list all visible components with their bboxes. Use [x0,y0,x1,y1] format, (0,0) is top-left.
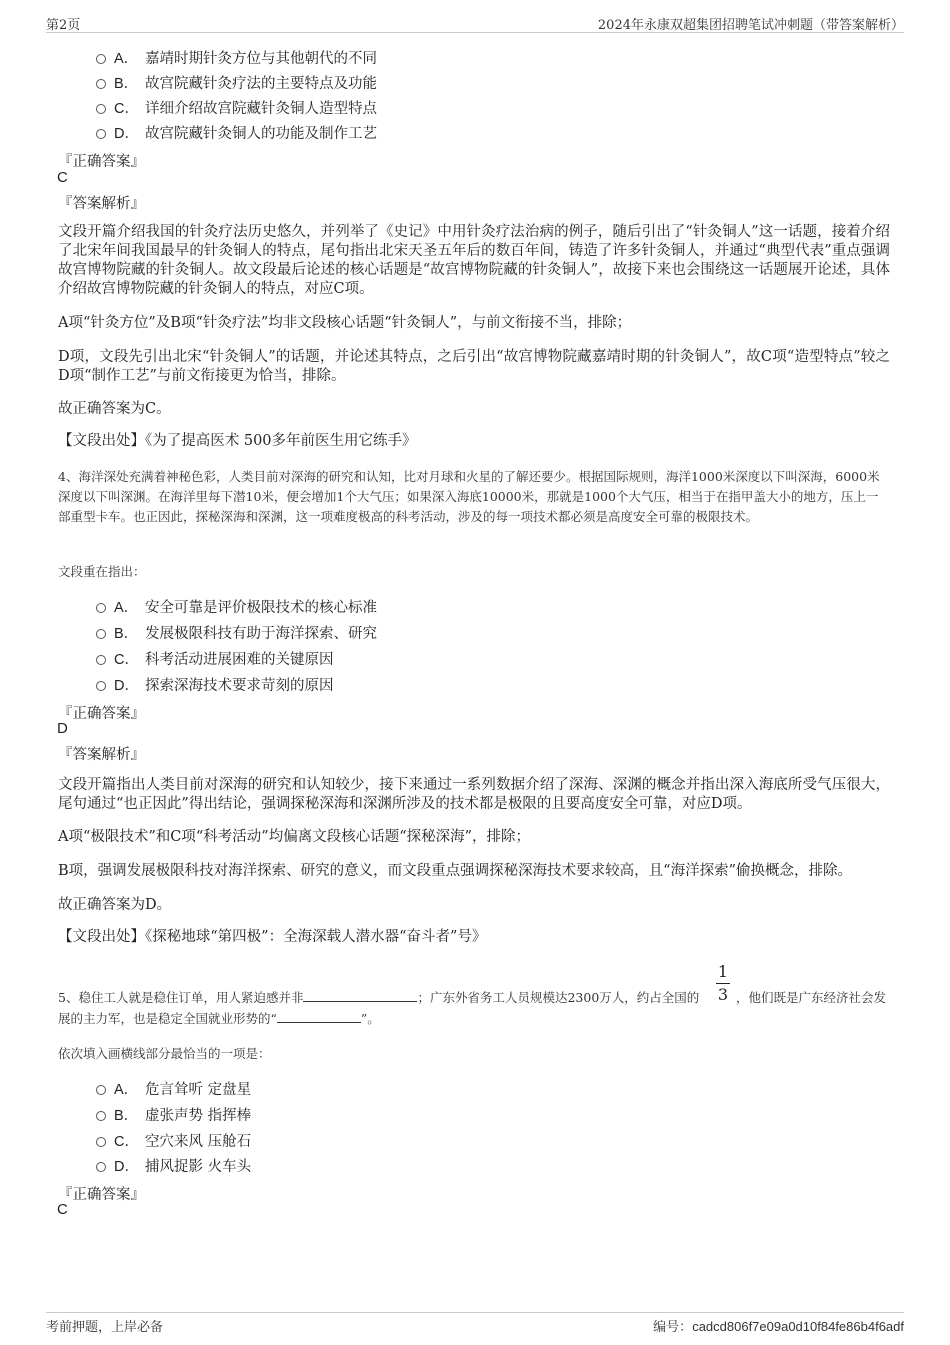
q4-answer-label: 『正确答案』 [58,706,145,722]
radio-icon[interactable] [96,655,106,665]
q4-conclusion: 故正确答案为D。 [58,897,172,913]
radio-icon[interactable] [96,681,106,691]
document-title: 2024年永康双超集团招聘笔试冲刺题（带答案解析） [597,18,904,33]
q5-answer-label: 『正确答案』 [58,1187,145,1203]
radio-icon[interactable] [96,129,106,139]
q3-analysis-para: 文段开篇介绍我国的针灸疗法历史悠久，并列举了《史记》中用针灸疗法治病的例子，随后引出了“针灸铜人”这一话题，接着介绍了北宋年间我国最早的针灸铜人的特点，尾句指出北宋天圣五年后的数百年间，铸造了许多针灸铜人，并通过“典型代表”重点强调故宫博物院藏的针灸铜人。故文段最后论述的核心话题是“故宫博物院藏的针灸铜人”，故接下来也会围绕这一话题展开论述，具体介绍故宫博物院藏的针灸铜人的特点，对应C项。 [58,224,890,297]
radio-icon[interactable] [96,603,106,613]
q4-analysis-para: A项“极限技术”和C项“科考活动”均偏离文段核心话题“探秘深海”，排除； [58,829,531,845]
fraction-bar [716,983,730,984]
fill-blank-2[interactable] [277,1011,361,1023]
q5-stem-line1: 5、稳住工人就是稳住订单，用人紧迫感并非 ；广东外省务工人员规模达2300万人，约占全国的 [58,990,700,1005]
q5-prompt: 依次填入画横线部分最恰当的一项是： [58,1046,271,1061]
q4-source: 【文段出处】《探秘地球“第四极”：全海深载人潜水器“奋斗者”号》 [58,929,487,945]
footer-slogan: 考前押题，上岸必备 [46,1320,164,1335]
q4-analysis-label: 『答案解析』 [58,747,145,763]
radio-icon[interactable] [96,629,106,639]
q5-answer: C [57,1201,68,1218]
radio-icon[interactable] [96,104,106,114]
radio-icon[interactable] [96,54,106,64]
q4-analysis-para: 文段开篇指出人类目前对深海的研究和认知较少，接下来通过一系列数据介绍了深海、深渊的概念并指出深入海底所受气压很大，尾句通过“也正因此”得出结论，强调探秘深海和深渊所涉及的技术都是极限的且要高度安全可靠，对应D项。 [58,777,890,812]
q3-source: 【文段出处】《为了提高医术 500多年前医生用它练手》 [58,433,417,449]
page-header [46,12,904,33]
q3-analysis-para: A项“针灸方位”及B项“针灸疗法”均非文段核心话题“针灸铜人”，与前文衔接不当，排除； [58,315,632,331]
q3-analysis-para: D项，文段先引出北宋“针灸铜人”的话题，并论述其特点，之后引出“故宫博物院藏嘉靖时期的针灸铜人”，故C项“造型特点”较之D项“制作工艺”与前文衔接更为恰当，排除。 [58,349,890,384]
q3-analysis-label: 『答案解析』 [58,196,145,212]
q3-answer-label: 『正确答案』 [58,154,145,170]
fraction-one-third: 1 3 [717,962,729,1004]
q3-answer: C [57,169,68,186]
fill-blank-1[interactable] [303,990,417,1002]
radio-icon[interactable] [96,1162,106,1172]
q4-prompt: 文段重在指出： [58,564,146,579]
radio-icon[interactable] [96,1111,106,1121]
q3-conclusion: 故正确答案为C。 [58,401,171,417]
q4-stem: 4、海洋深处充满着神秘色彩，人类目前对深海的研究和认知，比对月球和火星的了解还要少。根据国际规则，海洋1000米深度以下叫深海，6000米深度以下叫深渊。在海洋里每下潜10米，便会增加1个大气压；如果深入海底10000米，那就是1000个大气压，相当于在指甲盖大小的地方，压上一部重型卡车。也正因此，探秘深海和深渊，这一项难度极高的科考活动，涉及的每一项技术都必须是高度安全可靠的极限技术。 [58,469,880,524]
radio-icon[interactable] [96,79,106,89]
q5-stem-line1-end: ，他们既是广东经济社会发 [736,990,887,1005]
q4-analysis-para: B项，强调发展极限科技对海洋探索、研究的意义，而文段重点强调探秘深海技术要求较高，且“海洋探索”偷换概念，排除。 [58,863,852,879]
page-number: 第2页 [46,18,81,33]
page-footer [46,1312,904,1336]
radio-icon[interactable] [96,1085,106,1095]
footer-serial: 编号：cadcd806f7e09a0d10f84fe86b4f6adf [653,1319,904,1334]
radio-icon[interactable] [96,1137,106,1147]
q5-stem-line2: 展的主力军，也是稳定全国就业形势的“ ”。 [58,1011,380,1026]
q4-answer: D [57,720,68,737]
